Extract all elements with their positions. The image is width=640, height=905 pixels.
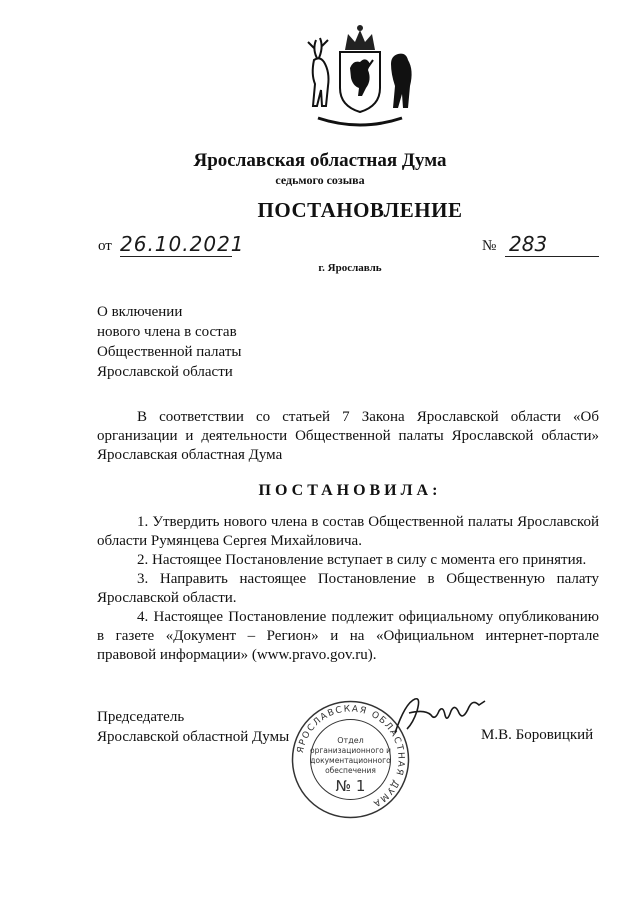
decree-item: 4. Настоящее Постановление подлежит официальному опубликованию в газете «Документ – Регион» и на «Официальном интернет-портале правовой информации» (www.pravo.gov.ru). [97,609,599,663]
decree-heading: ПОСТАНОВИЛА: [258,482,442,499]
convocation-label: седьмого созыва [275,173,365,187]
signatory-name: М.В. Боровицкий [481,727,594,743]
date-prefix: от [98,238,112,254]
organization-name: Ярославская областная Дума [193,150,447,171]
svg-text:ЯРОСЛАВСКАЯ ОБЛАСТНАЯ ДУМА: ЯРОСЛАВСКАЯ ОБЛАСТНАЯ ДУМА [295,704,406,809]
decree-item: 1. Утвердить нового члена в состав Общественной палаты Ярославской области Румянцева Сергея Михайловича. [97,514,599,549]
svg-text:Отдел: Отдел [337,736,364,745]
svg-text:обеспечения: обеспечения [325,766,376,775]
document-number: 283 [505,232,599,257]
document-date: 26.10.2021 [120,232,245,256]
preamble [97,408,599,465]
handwritten-signature [385,693,495,738]
svg-text:№ 1: № 1 [335,777,366,795]
decree-item: 3. Направить настоящее Постановление в Общественную палату Ярославской области. [97,571,599,606]
city-label: г. Ярославль [318,262,382,274]
decree-item: 2. Настоящее Постановление вступает в силу с момента его принятия. [137,552,587,568]
signatory-title [97,707,289,747]
signatory-title-line: Ярославской областной Думы [97,729,290,745]
decree-items [97,513,599,665]
subject-line: Общественной палаты [97,344,242,360]
number-prefix: № [482,238,497,254]
svg-text:организационного и: организационного и [310,746,391,755]
subject-line: О включении [97,304,183,320]
preamble-text: В соответствии со статьей 7 Закона Ярославской области «Об организации и деятельности Общественной палаты Ярославской области» Ярославская областная Дума [97,409,599,463]
svg-text:документационного: документационного [310,756,391,765]
document-subject [97,302,241,382]
document-type-title: ПОСТАНОВЛЕНИЕ [257,198,463,222]
coat-of-arms-emblem [300,20,420,132]
signatory-title-line: Председатель [97,709,185,725]
subject-line: Ярославской области [97,364,233,380]
subject-line: нового члена в состав [97,324,237,340]
